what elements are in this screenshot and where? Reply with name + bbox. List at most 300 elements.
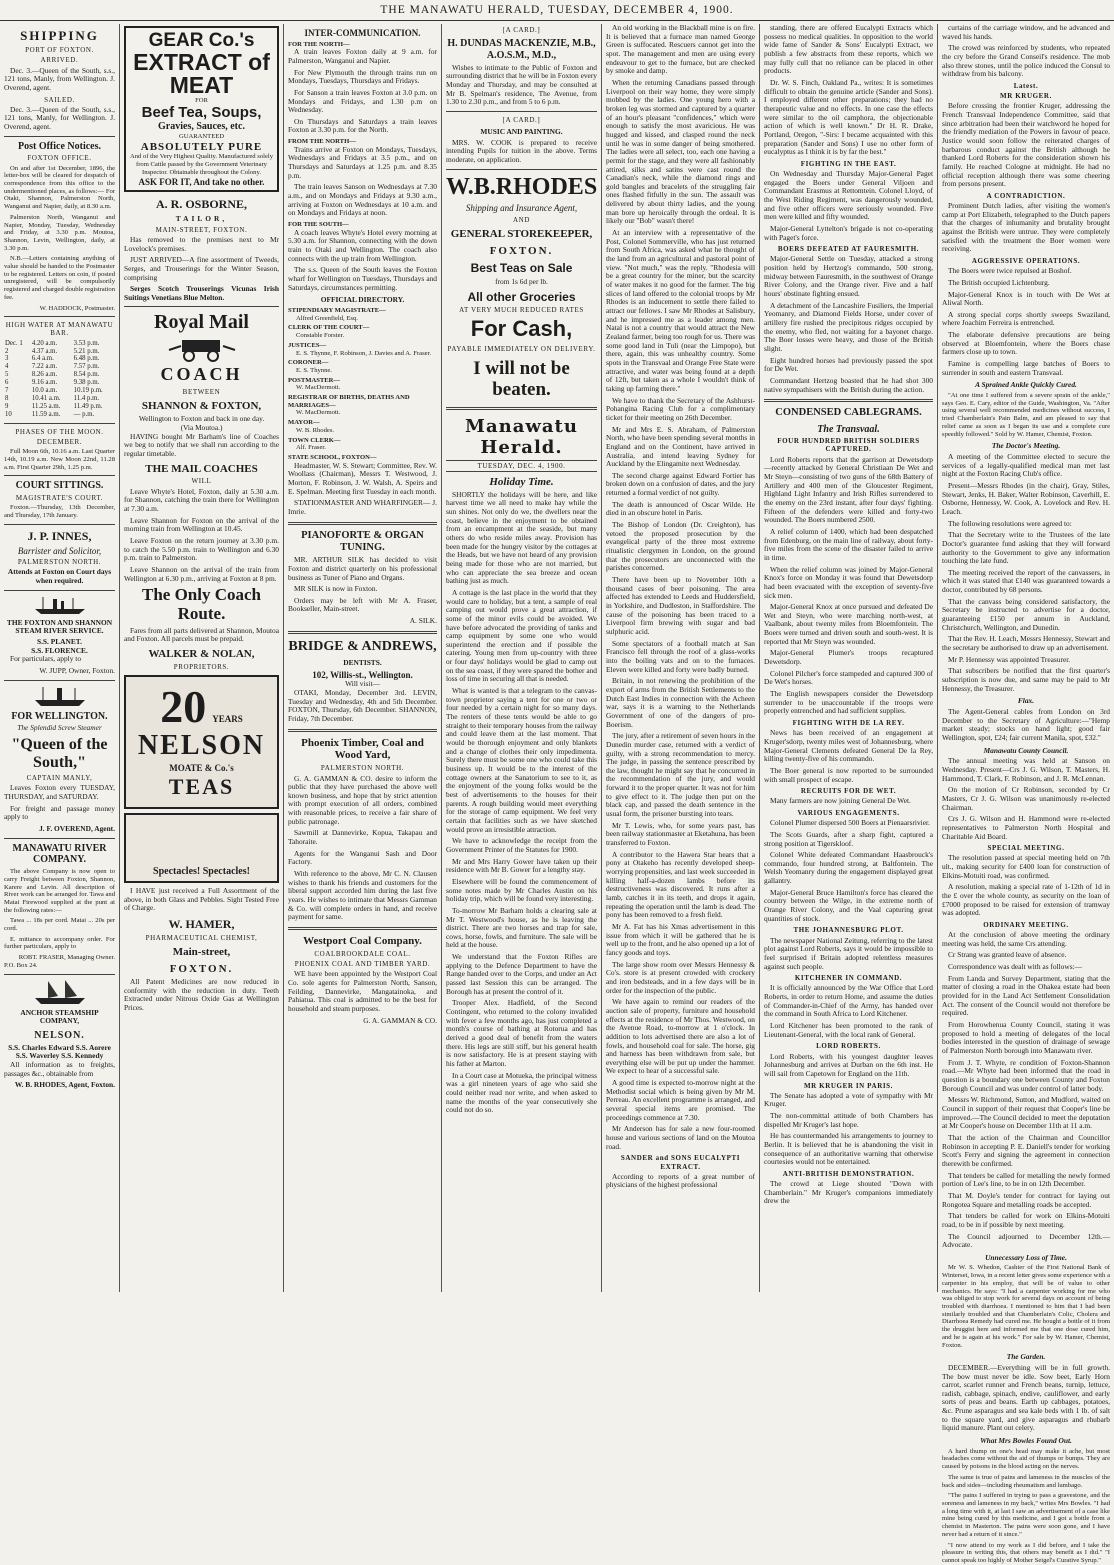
teas-price: from 1s 6d per lb. (495, 276, 548, 286)
tide-cell: 11.4 p.m. (73, 395, 100, 403)
phoenix-heading: Phoenix Timber, Coal and Wood Yard, (301, 736, 424, 762)
timber-yard-label: PHOENIX COAL AND TIMBER YARD. (294, 960, 431, 969)
liege-continued: curtains of the carriage window, and he advanced and waved his hands. (942, 23, 1110, 41)
post-body-2: Palmerston North, Wanganui and Napier, Monday, Tuesday, Wednesday and Friday, at 3.30 p.m. Moutoa, Shannon, Levin, Wellington, daily, at 3.30 p.m. (4, 213, 115, 252)
divider (288, 631, 437, 634)
moate-label: MOATE & Co.'s (169, 763, 234, 774)
tide-row (4, 348, 115, 356)
post-signature: W. HADDOCK, Postmaster. (39, 304, 115, 312)
hamer-town: FOXTON. (169, 963, 234, 975)
coach-via: (Via Moutoa.) (180, 422, 223, 432)
nelson-teas-ad (124, 675, 279, 809)
ordinary-body-3: Correspondence was dealt with as follows:— (948, 962, 1083, 972)
south-2: The s.s. Queen of the South leaves the Foxton wharf for Wellington on Tuesdays, Thursdays and Saturdays, circumstances permitting. (288, 265, 437, 292)
aggressive-body-4: A strong special corps shortly sweeps Swaziland, where Joachim Ferreira is entrenched. (942, 309, 1110, 328)
mackenzie-body: Wishes to intimate to the Public of Foxton and surrounding district that he will be in Foxton every Monday and Thursday, and may be consulted at Mr B. Spelman's residence, The Avenue, from 1.30 to 2.30 p.m., and from 5 to 6 p.m. (446, 62, 597, 107)
news-paragraph: The death is announced of Oscar Wilde. He died in an obscure hotel in Paris. (606, 499, 755, 518)
tide-cell: 9 (5, 403, 9, 411)
doctor-body: A meeting of the Committee elected to secure the services of a legally-qualified medical man met last night at the Foxton Racing Club's office. (942, 451, 1110, 479)
court-text: Foxton.—Thursday, 13th December, and Thursday, 17th January. (4, 504, 115, 520)
teas-label: TEAS (168, 773, 235, 799)
tide-cell: 8 (5, 395, 9, 403)
station-text: STATIONMASTER AND WHARFINGER— J. Imrie. (288, 498, 437, 516)
river-body-2: E. mittance to accompany order. For further particulars, apply to (4, 935, 115, 951)
card-label: [A CARD.] (502, 26, 541, 34)
arrived-text: Dec. 3.—Queen of the South, s.s., 121 tons, Manly, from Wellington. J. Overend, agent. (4, 65, 115, 92)
rhodes-heading: W.B.RHODES (446, 173, 598, 200)
bowles-body-3: "The pains I suffered in trying to pass a gravestone, and the soreness and lameness in my back," writes Mrs Bowles. "I had a long time with it, at last I saw an advertisement of a case like mine being cured by this medicine, and I got a bottle from a chemist in Masterton. The pains were soon gone, and I have never had a return of it since." (942, 1492, 1110, 1538)
divider (4, 838, 115, 839)
sailed-heading: SAILED. (44, 95, 75, 104)
tide-cell: 6.4 a.m. (31, 355, 54, 363)
foxton-shipping-heading: THE FOXTON AND SHANNON STEAM RIVER SERVICE. (6, 617, 113, 636)
divider (4, 136, 115, 137)
news-paragraph: standing, there are offered Eucalypti Extracts which possess no medical qualities. In opposition to the world wide fame of Sander & Sons' Eucalypti Extract, we publish a few abstracts from these reports, which we may fully cull that no reliance can be placed in other products. (764, 23, 933, 76)
coach-body-2: HAVING bought Mr Barham's line of Coaches we beg to notify that we shall run according to the regular timetable. (124, 431, 279, 458)
kruger-latest-heading: MR KRUGER. (1000, 92, 1052, 101)
walker-nolan: WALKER & NOLAN, (148, 647, 255, 660)
tide-cell: 5 (5, 371, 9, 379)
gear-pure: ABSOLUTELY PURE (140, 140, 263, 153)
news-paragraph: The second charge against Edward Fortier has broken down on a confusion of dates, and the jury returned a formal verdict of not guilty. (606, 470, 755, 498)
official-heading: OFFICIAL DIRECTORY. (320, 295, 405, 305)
aggressive-body-6: Famine is compelling large batches of Boers to surrender in south and eastern Transvaal. (942, 359, 1110, 377)
piano-body: MR. ARTHUR SILK has decided to visit Foxton and district quarterly on his professional business as Tuner of Piano and Organs. (288, 555, 437, 582)
innes-note: Attends at Foxton on Court days when required. (7, 567, 112, 586)
wellington-heading: FOR WELLINGTON. (11, 710, 108, 722)
special-body-2: A resolution, making a special rate of 1-12th of 1d in the £ over the whole county, as security on the loan of £7000 proposed to be raised for extension of tramway was adopted. (942, 882, 1110, 918)
four-body-4: Major-General Knox at once pursued and defeated De Wet and Steyn, who were marching north-west, at Vaalbank, about twenty miles from Bloemfontein. The Boers were turned and driven south and south-west. It is reported that Mr Steyn was wounded. (764, 602, 933, 646)
aggressive-heading: AGGRESSIVE OPERATIONS. (971, 257, 1081, 265)
bridge-body: OTAKI, Monday, December 3rd. LEVIN, Tuesday and Wednesday, 4th and 5th December. FOXTON, Thursday, 6th December. SHANNON, Friday, 7th December. (288, 687, 437, 723)
fighting-heading: FIGHTING IN THE EAST. (800, 159, 897, 168)
motion-text: On the motion of Cr Robinson, seconded by Cr Masters, Cr J. G. Wilson was unanimously re-elected Chairman. (942, 785, 1110, 812)
spectacles-heading: Spectacles! Spectacles! (153, 866, 250, 878)
steamer-name: "Queen of the South," (11, 736, 108, 771)
school-body: Headmaster, W. S. Stewart; Committee, Rev. W. Woollass (Chairman), Messrs T. Westwood, J. Morton, F. Robinson, J. W. Walsh, A. Speirs and E. Spelman. Meeting first Tuesday in each month. (288, 460, 437, 496)
piano-heading: PIANOFORTE & ORGAN TUNING. (301, 529, 424, 553)
port-heading: PORT OF FOXTON. (25, 46, 94, 55)
north-2: For New Plymouth the through trains run on Mondays, Tuesdays, Thursdays and Fridays. (288, 67, 437, 86)
bowles-body-4: "I now attend to my work as I did before, and I take the pleasure in writing this, that others may benefit as I did." "I cannot speak too highly of Mother Seigel's Curative Syrup." (942, 1541, 1110, 1564)
mail-4: Leave Shannon on the arrival of the train from Wellington at 6.30 p.m., arriving at Foxton at 8 pm. (124, 564, 279, 583)
directory-title: POSTMASTER— (288, 376, 341, 384)
river-body: The above Company is now open to carry Freight between Foxton, Shannon, Karere and Levin. All description of River work can be arranged for. Tawa and Matai Firewood supplied at the punt at the following rates:— (4, 868, 115, 914)
council-body: The annual meeting was held at Sanson on Wednesday. Present—Crs J. G. Wilson, T. Masters, H. Hammond, T. Clark, F. Robinson, and J. R. McLennan. (942, 756, 1110, 783)
news-paragraph: Mr T. Lewis, who, for some years past, has been railway stationmaster at Eketahuna, has been transferred to Foxton. (606, 820, 755, 848)
divider (4, 680, 115, 681)
aggressive-body-2: The British occupied Lichtenburg. (948, 277, 1050, 287)
directory-title: MAYOR— (288, 419, 320, 427)
rhodes-store: GENERAL STOREKEEPER, (450, 227, 593, 240)
tide-cell: 7 (5, 387, 9, 395)
walker-proprietors: PROPRIETORS. (173, 662, 230, 671)
doctor-heading: The Doctor's Meeting. (991, 441, 1061, 451)
ship-florence: S.S. FLORENCE. (31, 645, 88, 655)
news-paragraph: A good time is expected to-morrow night at the Methodist social which is being given by Mr M. Perreau. An excellent programme is arranged, and several special items are promised. The proceedings commence at 7.30. (606, 1078, 755, 1122)
moon-subheading: DECEMBER. (36, 438, 83, 447)
news-paragraph: Mr A. Fat has his Xmas advertisement in this issue from which it will be gathered that he is well up to the front, and he also opened up a lot of fancy goods and toys. (606, 921, 755, 957)
tide-cell: 7.57 p.m. (73, 363, 100, 371)
condensed-heading: CONDENSED CABLEGRAMS. (775, 407, 922, 419)
phoenix-body-4: With reference to the above, Mr C. N. Clausen wishes to thank his friends and customers for the liberal support accorded him during the last five years. He wishes to intimate that Messrs Gamman & Co. will complete orders in hand, and receive payment for same. (288, 869, 437, 922)
transvaal-heading: The Transvaal. (817, 423, 880, 435)
anti-british-body: The crowd at Liege shouted "Down with Chamberlain." Mr Kruger's companions immediately drew the (764, 1179, 933, 1206)
ordinary-body-2: Cr Strang was granted leave of absence. (948, 950, 1067, 960)
sailed-text: Dec. 3.—Queen of the South, s.s., 121 tons, Manly, for Wellington. J. Overend, agent. (4, 104, 115, 132)
osborne-body: Has removed to the premises next to Mr Lovelock's premises. (124, 234, 279, 253)
news-paragraph: When the returning Canadians passed through Liverpool on their way home, they were simply mobbed by the ladies. One young hero with a broken leg was stormed and captured by a quarter of an hour's pleasant "confidences," which were enough to satisfy the most avaricious. He was hugged and kissed, and clasped round the neck until he was in some danger of being smothered. The ladies were all select, too, each one having a permit for the stage, and they were all fashionably attired, silks and satins were cast round the Canadian's neck, while the diamond rings and gold bangles and bracelets of the struggling fair ones flashed fitfully in the sun. The assault was delivered by about thirty ladies, and the young man bore up heroically through the ordeal. It is likely our "Bob" wasn't there! (606, 77, 755, 226)
music-body: MRS. W. COOK is prepared to receive intending Pupils for tuition in the above. Terms moderate, on application. (446, 137, 597, 164)
aggressive-body: The Boers were twice repulsed at Boshof. (948, 266, 1072, 276)
kruger-paris-body-2: The non-committal attitude of both Chambers has dispelled Mr Kruger's last hope. (764, 1111, 933, 1129)
tide-cell: 8.26 a.m. (31, 371, 58, 379)
twenty-number: 20 (160, 681, 207, 733)
tide-cell: 10.41 a.m. (31, 395, 61, 403)
tide-cell: 6.48 p.m. (73, 355, 100, 363)
captain-name: CAPTAIN MANLY, (26, 774, 93, 783)
tide-cell: Dec. 1 (5, 339, 23, 347)
tide-cell: 11.49 p.m. (73, 403, 103, 411)
news-paragraph: The large show room over Messrs Hennessy & Co's. store is at present crowded with crockery and iron bedsteads, and in a few days will be in order for the inspection of the public. (606, 959, 755, 995)
ordinary-body-12: The Council adjourned to December 12th.—Advocate. (942, 1231, 1110, 1250)
post-body: On and after 1st December, 1896, the letter-box will be cleared for despatch of correspondence from this office to the undermentioned places, as follows:— For Otaki, Shannon, Palmerston North, Wanganui and Napier, daily, at 8.30 a.m. (4, 164, 115, 211)
article-paragraph: We have to acknowledge the receipt from the Government Printer of the Statutes for 1900. (446, 836, 597, 854)
steamer-intro: The Splendid Screw Steamer (17, 723, 102, 733)
hamer-trade: PHARMACEUTICAL CHEMIST, (145, 933, 258, 942)
news-paragraph: At an interview with a representative of the Post, Colonel Sommerville, who has just returned from South Africa, was asked what he thought of the land from an agricultural and pastoral point of view. "Not much," was the reply. "Rhodesia will be a great country for the miner, but the scarcity of water makes it no good for the farmer. The big slices of land offered to the colonial troops by Mr Rhodes is an inducement to settle there failed to attract our fellows. I saw Mr Rhodes at Salisbury, and he impressed me as a leader among men. Natal is not a country that would attract the New Zealand farmer, being too rough for us. There was some good land in Tuli (near the Limpopo), but there, again, this was unhealthy country. Some spots in the Transvaal and Orange Free State were attractive, and water was being found at a depth of 12ft, but taken as a whole I wouldn't think of taking up farming there." (606, 228, 755, 393)
gear-ask: ASK FOR IT, And take no other. (138, 176, 265, 187)
gear-guaranteed: GUARANTEED (178, 132, 225, 140)
tide-row (4, 403, 115, 411)
post-body-3: N.B.—Letters containing anything of value should be handed to the Postmaster to be registered. Letters on coin, if posted unregistered, will be compulsorily registered and charged double registration fee. (4, 255, 115, 301)
from-north-2: The train leaves Sanson on Wednesdays at 7.30 a.m., and on Mondays and Fridays at 9.30 a.m., arriving at Foxton on Wednesdays at 10 a.m. and on Mondays and Fridays at noon. (288, 182, 437, 218)
tide-cell: 6 (5, 379, 9, 387)
divider (446, 111, 597, 112)
rhodes-sub: Shipping and Insurance Agent, (465, 203, 578, 214)
school-heading: STATE SCHOOL, FOXTON— (288, 453, 377, 461)
coach-between: BETWEEN (182, 388, 221, 397)
four-body-7: The English newspapers consider the Dewetsdorp surrender to be unaccountable if the troops were properly entrenched and had sufficient supplies. (764, 689, 933, 716)
boers-heading: BOERS DEFEATED AT FAURESMITH. (777, 245, 920, 254)
phoenix-town: PALMERSTON NORTH. (320, 764, 405, 773)
directory-title: CLERK OF THE COURT— (288, 324, 370, 332)
divider (4, 974, 115, 975)
ordinary-body-9: That tenders be called for metalling the newly formed portion of Lee's line, to be in on 12th December. (942, 1170, 1110, 1189)
tide-heading: HIGH WATER AT MANAWATU BAR. (5, 321, 114, 338)
divider (124, 306, 279, 307)
bowles-body: A hard thump on one's head may make it ache, but most headaches come without the aid of thumps or bumps. They are caused by poisons in the blood acting on the nerves. (942, 1447, 1110, 1471)
gear-quality: And of the Very Highest Quality. Manufactured solely from Cattle passed by the Government Veterinary Inspector. Obtainable throughout the Colony. (129, 153, 273, 176)
boers-body: Major-General Settle on Tuesday, attacked a strong position held by Hertzog's commando, 500 strong, midway between Fauresmith, in the southwest of Orange River Colony, and the Orange river. Five and a half hours' obstinate fighting ensued. (764, 254, 933, 299)
doctor-body-9: That subscribers be notified that the first quarter's subscription is now due, and same may be paid to Mr Hennessy, the Treasurer. (942, 666, 1110, 693)
phoenix-body: G. A. GAMMAN & CO. desire to inform the public that they have purchased the above well known business, and hope that by strict attention with prompt execution of all orders, combined with reasonable prices, to receive a fair share of public patronage. (288, 773, 437, 826)
news-paragraph: Some spectators of a football match at San Francisco fell through the roof of a glass-works into the boiling vats and on to the furnaces. Eleven were killed and forty were badly burned. (606, 638, 755, 674)
music-heading: MUSIC AND PAINTING. (480, 127, 563, 137)
gear-gravies: Gravies, Sauces, etc. (158, 121, 245, 133)
steamship-icon (33, 685, 87, 707)
article-paragraph: Trooper Alex. Hadfield, of the Second Contingent, who returned to the colony invalided with fever a few months ago, has just completed a month's course of bathing at Rotorua and has derived a good deal of benefit from the waters there. His legs are still stiff, but his general health is now satisfactory. He is at present staying with his father at Marton. (446, 998, 597, 1069)
holiday-article (446, 491, 597, 1115)
westport-body: WE have been appointed by the Westport Coal Co. sole agents for Palmerston North, Sanson, Feilding, Dannevirke, Mangatainoka, and Pahiatua. This coal is admitted to be the best for household and steam purposes. (288, 969, 437, 1013)
north-heading: FOR THE NORTH— (288, 40, 350, 48)
gear-beef: Beef Tea, Soups, (141, 103, 262, 121)
ordinary-heading: ORDINARY MEETING. (983, 920, 1069, 929)
tide-cell: — p.m. (73, 411, 95, 419)
divider (4, 590, 115, 591)
lord-roberts-body: Lord Roberts, with his youngest daughter leaves Johannesburg and arrives at Durban on the 6th inst. He will sail from Capetown for England on the 11th. (764, 1051, 933, 1078)
sprained-heading: A Sprained Ankle Quickly Cured. (975, 380, 1077, 390)
bridge-visit: Will visit— (345, 679, 380, 689)
article-paragraph: Elsewhere will be found the commencement of some notes made by Mr Charles Austin on his holiday trip, which will be found very interesting. (446, 876, 597, 904)
boers-body-2: A detachment of the Lancashire Fusiliers, the Imperial Yeomanry, and Diamond Fields Horse, under cover of artillery fire rushed the precipitous ridges occupied by the enemy, who fled, not waiting for a bayonet charge. The Boer losses were heavy, and those of the British slight. (764, 300, 933, 354)
tide-table (4, 340, 115, 419)
column-3 (284, 24, 442, 1292)
groceries-sub: AT VERY MUCH REDUCED RATES (459, 306, 584, 315)
divider (4, 316, 115, 317)
innes-role: Barrister and Solicitor, (17, 545, 102, 556)
phoenix-body-2: Sawmill at Dannevirke, Kopua, Takapau and Tahoraite. (288, 828, 437, 847)
court-subheading: MAGISTRATE'S COURT. (15, 494, 104, 503)
tide-cell: 10.19 p.m. (73, 387, 103, 395)
tide-cell: 10 (5, 411, 12, 419)
article-paragraph: Mr and Mrs Harry Gower have taken up their residence with Mr B. Gower for a lengthy stay. (446, 856, 597, 875)
column-4 (442, 24, 602, 1292)
tide-cell: 9.16 a.m. (31, 379, 58, 387)
kitchener-body-2: Lord Kitchener has been promoted to the rank of Lieutenant-General, with the local rank of General. (764, 1021, 933, 1039)
various-body-2: The Scots Guards, after a sharp fight, captured a strong position at Tigerskloof. (764, 829, 933, 848)
ordinary-body-11: That tenders be called for work on Elkins-Motuiti road, to be in if possible by next meeting. (942, 1211, 1110, 1229)
holiday-heading: Holiday Time. (489, 475, 554, 488)
anchor-agent: W. B. RHODES, Agent, Foxton. (14, 1080, 115, 1090)
divider (288, 729, 437, 732)
river-heading: MANAWATU RIVER COMPANY. (12, 842, 107, 866)
tide-cell: 2 (5, 347, 9, 355)
four-body-6: Colonel Pilcher's force stampeded and captured 300 of De Wet's horses. (764, 668, 933, 687)
gear-extract: EXTRACT of MEAT (133, 48, 270, 98)
motion-text-2: Crs J. G. Wilson and H. Hammond were re-elected representatives to Palmerston North Hospital and Charitable Aid Board. (942, 814, 1110, 841)
special-heading: SPECIAL MEETING. (987, 844, 1065, 853)
mail-3: Leave Foxton on the return journey at 3.30 p.m. to catch the 5.50 p.m. train to Wellington and 6.30 p.m. train to Palmerston. (124, 535, 279, 563)
tide-cell: 4.37 a.m. (31, 347, 58, 355)
eucalypti-heading: SANDER and SONS EUCALYPTI EXTRACT. (620, 1154, 741, 1171)
doctor-body-8: Mr P. Hennessy was appointed Treasurer. (948, 654, 1071, 664)
news-paragraph: We have to thank the Secretary of the Ashhurst-Pohangina Racing Club for a complimentary ticket for their meeting on 26th December. (606, 395, 755, 422)
anchor-ships: S.S. Charles Edward S.S. Aorere S.S. Waverley S.S. Kennedy (8, 1042, 111, 1061)
tide-cell: 7.22 a.m. (31, 363, 58, 371)
royal-mail: Royal Mail (154, 311, 249, 334)
kruger-paris-body: The Senate has adopted a vote of sympathy with Mr Kruger. (764, 1090, 933, 1109)
post-heading: Post Office Notices. (17, 140, 102, 152)
liege-continued-2: The crowd was reinforced by students, who repeated the cry before the Grand Conseil's residence. The mob also threw stones, until the police induced the Consul to withdraw from his balcony. (942, 43, 1110, 79)
not-beaten: I will not be beaten. (473, 357, 570, 400)
innes-name: J. P. INNES, (27, 528, 92, 543)
directory-title: CORONER— (288, 359, 329, 367)
article-paragraph: A cottage is the last place in the world that they would care to holiday, but a tent, a sample of real camping out would prove a great attraction, if some of the minor evils could be avoided. We have before advocated the providing of tanks and camp equipment by some one who would superintend the erection and if possible the catering. Young men from up-country with three or four days' holidays would be glad to camp out on the sea coast, if they were spared the bother and loss of time in securing all that is needed. (446, 587, 597, 684)
tide-row (4, 387, 115, 395)
news-paragraph: Britain, in not renewing the prohibition of the export of arms from the British Settlements to the Dutch East Indies in connection with the Acheen war, says it is a warning to the Netherlands Government of one of the dangers of pro-Boerism. (606, 676, 755, 729)
piano-signature: A. SILK. (409, 616, 437, 626)
special-body: The resolution passed at special meeting held on 7th ult., making security for £400 loan for construction of Elkins-Motuiti road, was confirmed. (942, 853, 1110, 880)
various-body-3: Colonel White defeated Commandant Haasbrouck's commando, four hundred strong, at Baltfontein. The Welsh Yeomanry during the engagement displayed great gallantry. (764, 850, 933, 886)
four-body-3: When the relief column was joined by Major-General Knox's force on Monday it was found that Dewetsdorp had been evacuated with the exception of seventy-five sick men. (764, 564, 933, 600)
eucalypti-body: According to reports of a great number of physicians of the highest professional (606, 1171, 755, 1190)
delivery-text: PAYABLE IMMEDIATELY ON DELIVERY. (447, 344, 596, 353)
osborne-street: MAIN-STREET, FOXTON. (155, 225, 248, 234)
four-body-2: A relief column of 1400, which had been despatched from Edenburg, on the main line of railway, about forty-five miles from the scene of the disaster failed to arrive in time. (764, 526, 933, 562)
tide-cell: 5.21 p.m. (73, 347, 100, 355)
freight-text: For freight and passage money apply to (4, 803, 115, 822)
north-3: For Sanson a train leaves Foxton at 3.0 p.m. on Mondays and Fridays, and 1.30 p.m on Wednesday. (288, 87, 437, 115)
kruger-paris-heading: MR KRUGER IN PARIS. (803, 1081, 894, 1090)
osborne-body-2: JUST ARRIVED—A fine assortment of Tweeds, Serges, and Trouserings for the Winter Season, comprising (124, 255, 279, 282)
ordinary-body: At the conclusion of above meeting the ordinary meeting was held, the same Crs attending. (942, 930, 1110, 948)
directory-value: W. MacDermott. (296, 409, 341, 417)
divider (446, 169, 597, 170)
kruger-paris-body-3: He has countermanded his arrangements to journey to Berlin. It is believed that he is abandoning the visit in consequence of an authoritative warning that otherwise courtesies would not be entertained. (764, 1131, 933, 1167)
boers-body-4: Commandant Hertzog boasted that he had shot 300 native sympathisers with the British during the action. (764, 376, 933, 394)
coach-body: Wellington to Foxton and back in one day. (138, 414, 265, 424)
shipping-heading: SHIPPING (20, 28, 99, 43)
article-paragraph: In a Court case at Motueka, the principal witness was a girl nineteen years of age who said she could neither read nor write, and when asked to name the months of the year consecutively she could not do so. (446, 1070, 597, 1115)
directory-value: Constable Forster. (296, 332, 344, 340)
hamer-street: Main-street, (172, 946, 231, 959)
tide-cell: 8.54 p.m. (73, 371, 100, 379)
hamer-name: W. HAMER, (168, 916, 235, 931)
doctor-body-6: That the canvass being considered satisfactory, the Secretary be instructed to advertise for a doctor, guaranteeing £150 per annum in Auckland, Christchurch, Wellington, and Dunedin. (942, 596, 1110, 632)
tide-cell: 3 (5, 355, 9, 363)
columns (0, 23, 1114, 1564)
for-cash: For Cash, (470, 316, 573, 342)
kitchener-heading: KITCHENER IN COMMAND. (794, 974, 903, 983)
tide-row (4, 379, 115, 387)
various-heading: VARIOUS ENGAGEMENTS. (797, 809, 900, 817)
piano-body-2: MR SILK is now in Foxton. (294, 584, 378, 594)
westport-heading: Westport Coal Company. (303, 935, 422, 948)
eucalypti-continued (764, 24, 933, 157)
council-heading: Manawatu County Council. (983, 745, 1069, 755)
tide-row (4, 355, 115, 363)
news-paragraph: Mr and Mrs E. S. Abraham, of Palmerston North, who have been spending several months in England and on the Continent, have arrived in Australia, and intend leaving Sydney for Auckland by the Elingamite next Wednesday. (606, 424, 755, 469)
directory-value: E. S. Thynne. (296, 366, 332, 374)
mackenzie-heading: H. DUNDAS MACKENZIE, M.B., A.O.S.M., M.D., (447, 38, 596, 61)
tide-row (4, 371, 115, 379)
column-5 (602, 24, 760, 1292)
south-heading: FOR THE SOUTH— (288, 221, 349, 229)
latest-heading: Latest. (1013, 81, 1039, 90)
news-paragraph: We have again to remind our readers of the auction sale of property, furniture and household effects at the residence of Mr Thos. Westwood, on the Avenue Road, to-morrow at 1 o'clock. In addition to lots advertised there are also a lot of fowls, and household coal for sale. The horse, gig and harness has been withdrawn from sale, but everything else will be put up under the hammer. We expect to hear of a successful sale. (606, 997, 755, 1076)
directory-title: REGISTRAR OF BIRTHS, DEATHS AND MARRIAGES— (288, 394, 410, 409)
delarey-body: News has been received of an engagement at Kruger'sdorp, twenty miles west of Johannesburg, where Major-General Clements defeated General De la Rey, killing twenty-five of his commando. (764, 728, 933, 764)
sprained-body: "At one time I suffered from a severe sprain of the ankle," says Geo. E. Cary, editor of the Guide, Washington, Va. "After using several well recommended medicines without success, I tried Chamberlain's Pain Balm, and am pleased to say that relief came as soon as I began its use and a complete cure speedily followed." Sold by W. Hamer, Chemist, Foxton. (942, 392, 1110, 438)
delarey-heading: FIGHTING WITH DE LA REY. (792, 719, 905, 728)
bridge-address: 102, Willis-st., Wellington. (312, 669, 413, 680)
divider (446, 407, 597, 410)
directory-title: JUSTICES— (288, 341, 327, 349)
column-2 (120, 24, 284, 1292)
court-heading: COURT SITTINGS. (15, 480, 104, 492)
tide-cell: 9.38 p.m. (73, 379, 100, 387)
groceries: All other Groceries (467, 290, 576, 305)
garden-heading: The Garden. (1006, 1352, 1046, 1362)
mail-1: Leave Whyte's Hotel, Foxton, daily at 5.30 a.m. for Shannon, catching the train there for Wellington at 7.30 a.m. (124, 486, 279, 513)
gear-ad (124, 26, 279, 192)
tide-cell: 4 (5, 363, 9, 371)
from-north-1: Trains arrive at Foxton on Mondays, Tuesdays, Wednesdays and Fridays at 3.5 p.m., and on Thursdays and Saturdays at 1.25 p.m. and 8.35 p.m. (288, 144, 437, 180)
official-directory (288, 307, 437, 452)
news-paragraph: The Bishop of London (Dr. Creighton), has vetoed the proposed prosecution by the evangelical party of the three most extreme ritualistic clergymen in London, on the ground that the prosecutors are unconnected with the parishes concerned. (606, 520, 755, 573)
aggressive-body-5: The elaborate defensive precautions are being observed at Bloemfontein, where the Boers chase farmers close up to town. (942, 330, 1110, 357)
mail-coaches-heading: THE MAIL COACHES (145, 462, 258, 475)
anchor-nelson: NELSON. (34, 1029, 85, 1041)
directory-value: E. S. Thynne, F. Robinson, J. Davies and A. Fraser. (296, 349, 432, 357)
coach-heading: COACH (160, 364, 243, 385)
doctor-body-2: Present—Messrs Rhodes (in the chair), Gray, Stiles, Stewart, Jenks, H. Baker, Walter Robinson, Caverhill, E. Osborne, Hennessy, W. Cook, A. Lovelock and Rev. H. Leach. (942, 480, 1110, 516)
news-paragraph: An old working in the Blackball mine is on fire. It is believed that a furnace man named George Green is suffocated. Rescuers cannot get into the spot. The management and men are using every endeavour to get to the furnace, but are checked by smoke and damp. (606, 23, 755, 76)
best-teas: Best Teas on Sale (470, 261, 573, 276)
directory-title: STIPENDIARY MAGISTRATE— (288, 307, 386, 315)
doctor-body-5: The meeting received the report of the canvassers, in which it was stated that £140 was guaranteed towards a doctor, contributed by 68 persons. (942, 567, 1110, 595)
bowles-body-2: The same is true of pains and lameness in the muscles of the back and sides—including rheumatism and lumbago. (942, 1473, 1110, 1489)
spectacles-ad (124, 813, 279, 883)
gear-title: GEAR Co.'s (148, 30, 255, 51)
tide-row (4, 363, 115, 371)
years-label: YEARS (212, 714, 243, 725)
contradiction-heading: A CONTRADICTION. (986, 191, 1066, 200)
from-north-heading: FROM THE NORTH— (288, 138, 356, 146)
ship-planet: S.S. PLANET. (36, 637, 83, 647)
ordinary-body-8: That the action of the Chairman and Councillor Robinson in accepting P. E. Daniell's tender for working Scott's Ferry and signing the agreement in connection therewith be confirmed. (942, 1132, 1110, 1168)
ordinary-body-10: That M. Doyle's tender for contract for laying out Rongotea Square and metalling roads be accepted. (942, 1190, 1110, 1209)
column-1 (0, 24, 120, 1292)
post-subheading: FOXTON OFFICE. (27, 154, 92, 163)
divider (4, 423, 115, 424)
boers-body-3: Eight hundred horses had previously passed the spot for De Wet. (764, 355, 933, 374)
tide-cell: 4.20 a.m. (31, 339, 58, 347)
coach-shannon-foxton: SHANNON & FOXTON, (141, 400, 262, 413)
contradiction-body: Prominent Dutch ladies, after visiting the women's camp at Port Elizabeth, telegraphed to the Dutch papers that the charges of inhumanity and brutality brought against the British were untrue. They were completely satisfied with the treatment the Boer women were receiving. (942, 201, 1110, 254)
ordinary-body-4: From Landa and Survey Department, stating that the matter of closing a road in the Ohakea estate had been provided for in the Land Act Settlement Consolidation Act. The consent of the Council would not therefore be required. (942, 973, 1110, 1018)
river-agent: ROBT. FRASER, Managing Owner. (18, 954, 115, 962)
coach-icon (167, 336, 237, 362)
rhodes-town: FOXTON. (489, 244, 554, 257)
rhodes-and: AND (513, 215, 530, 224)
garden-body: DECEMBER.—Everything will be in full growth. The bow must never be idle. Sow beet, Early Horn carrot, scarlet runner and French beans, turnip, lettuce, radish, cabbage, spinach, endive, cauliflower, and early sorts of peas and beans. Earth up cabbages, potatoes, &c. Prune asparagus and sea kale beds with 1 lb. of salt to the square yard, and give asparagus and rhubarb liquid manure. Plant out celery. (942, 1362, 1110, 1433)
moon-heading: PHASES OF THE MOON. (15, 427, 104, 436)
divider (288, 522, 437, 525)
tide-row (4, 395, 115, 403)
innes-town: PALMERSTON NORTH. (17, 558, 102, 567)
directory-title: TOWN CLERK— (288, 436, 341, 444)
ordinary-body-6: From J. T. Whyte, re condition of Foxton-Shannon road.—Mr Whyte had been informed that the road in question is a boundary one between County and Foxton Borough Council and was under control of latter body. (942, 1057, 1110, 1093)
directory-value: Alf. Fraser. (296, 444, 326, 452)
river-box: P.O. Box 24. (4, 961, 38, 969)
bridge-heading: BRIDGE & ANDREWS, (288, 638, 437, 654)
news-paragraph: There have been up to November 10th a thousand cases of beer poisoning. The area affected has extended to Leeds and Huddersfield, in Yorkshire, and Dudleston, in Staffordshire. The cause of the poisoning has been traced to a Liverpool firm brewing with sugar and bad sulphuric acid. (606, 575, 755, 636)
four-body: Lord Roberts reports that the garrison at Dewetsdorp—recently attacked by General Christiaan De Wet and Mr Steyn—consisting of two guns of the 68th Battery of Artillery and 400 men of the Gloucester Regiment, Highland Light Infantry and Irish Rifles surrendered to the enemy on the 23rd instant, after four days' fighting. Fifteen of the defenders were killed and forty-two wounded. The Boers numbered 2500. (764, 454, 933, 525)
anti-british-heading: ANTI-BRITISH DEMONSTRATION. (782, 1169, 915, 1178)
herald-title: Manawatu Herald. (465, 415, 578, 458)
doctor-body-3: The following resolutions were agreed to: (948, 518, 1072, 528)
steamer-body: Leaves Foxton every TUESDAY, THURSDAY, and SATURDAY. (4, 783, 115, 802)
unnecessary-body: Mr W. S. Whedon, Cashier of the First National Bank of Winterset, Iowa, in a recent letter gives some experience with a carpenter in his employ, that will be of value to other mechanics. He says: "I had a carpenter working for me who was obliged to stop work for several days on account of being troubled with diarrhoea. I mentioned to him that I had been similarly troubled and that Chamberlain's Colic, Cholera and Diarrhoea Remedy had cured me. He bought a bottle of it from the druggist here and informed me that one dose cured him, and he is again at his work." For sale by W. Hamer, Chemist, Foxton. (942, 1264, 1110, 1349)
gear-for: FOR (195, 96, 208, 104)
steamship-icon (33, 595, 87, 615)
flax-body: The Agent-General cables from London on 3rd December to the Secretary of Agriculture:—"Hemp market steady; stocks on hand light; good fair Wellington, spot, £24; fair current Manila, spot, £32." (942, 707, 1110, 742)
osborne-trade: TAILOR, (175, 214, 228, 224)
river-rates: Tawa ... 18s per cord. Matai ... 20s per cord. (4, 917, 115, 933)
fox-agent: W. JUPP, Owner, Foxton. (39, 666, 115, 676)
